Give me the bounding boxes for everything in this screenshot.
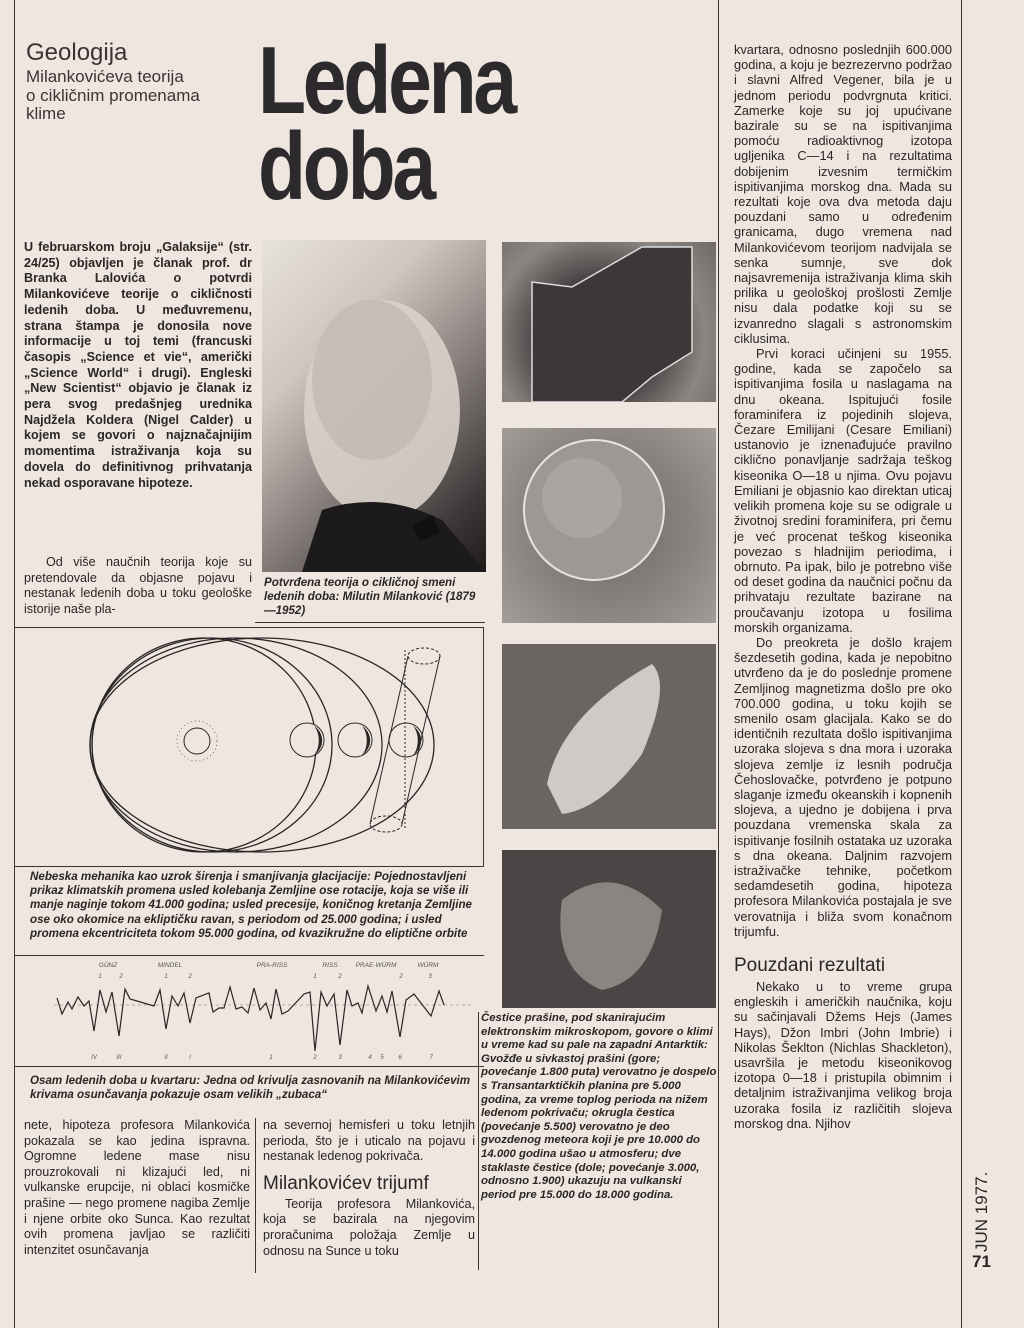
bottom-column-1-text: nete, hipoteza profesora Milankovića pokazala se kao jedina ispravna. Ogromne ledene mase nisu prouzrokovali ni klizajući led, ni vulkanske erupcije, ni oblaci kosmičke prašine — nego promene nagiba Zemlje i njene orbite oko Sunca. Kao rezultat ovih promena javljao se različiti intenzitet osunčavanja (24, 1118, 250, 1257)
orbit-figure-caption: Nebeska mehanika kao uzrok širenja i smanjivanja glacijacije: Pojednostavljeni prikaz klimatskih promena usled kolebanja Zemljine ose rotacije, koja se više ili manje naginje tokom 41.000 godina; usled precesije, koničnog kretanja Zemljine ose oko okomice na ekliptičku ravan, s periodom od 25.000 godina; i usled promena ekcentriciteta tokom 95.000 godina, od kvazikružne do eliptične orbite (30, 870, 472, 940)
dust-photo-glass-1 (502, 644, 716, 829)
glaciation-curve (14, 956, 484, 1066)
top-number: 3 (428, 974, 432, 980)
page-edge-rule (961, 0, 962, 1328)
intro-paragraph: U februarskom broju „Galaksije“ (str. 24/25) objavljen je članak prof. dr Branka Lalovića o potvrdi Milankovićeve teorije o cikličnosti ledenih doba. U međuvremenu, strana štampa je donosila nove informacije u toj temi (francuski časopis „Science et vie“, američki „Science World“ i drugi). Engleski „New Scientist“ objavio je članak iz pera svog predašnjeg urednika Najdžela Koldera (Nigel Calder) u kojem se govori o najznačajnijim momentima istraživanja koja su dovela do definitivnog prihvatanja nekad osporavane hipoteze. (24, 240, 252, 490)
label-mindel: MINDEL (157, 962, 183, 969)
section-label: Geologija (26, 39, 128, 66)
bottom-number: 7 (429, 1055, 433, 1061)
label-gunz: GÜNZ (98, 962, 118, 969)
article-subtitle (26, 68, 200, 124)
orbit-ellipse-2 (90, 638, 382, 852)
portrait-photo-milankovic (262, 240, 486, 572)
bottom-number: I (189, 1055, 191, 1061)
label-pra-riss: PRA-RISS (256, 962, 288, 969)
dust-caption-rule (478, 1012, 479, 1270)
article-title (258, 27, 514, 220)
subtitle-line: Milankovićeva teorija (26, 67, 184, 86)
column-rule-right (718, 0, 719, 1328)
bottom-number: III (116, 1055, 122, 1061)
subtitle-line: o cikličnim promenama (26, 85, 200, 105)
right-paragraph-2: Prvi koraci učinjeni su 1955. godine, kada se započelo sa ispitivanjima fosila u naslagama na dnu okeana. Ispitujući fosile foraminifera iz pojedinih slojeva, Čezare Emilijani (Cesare Emiliani) ustanovio je iznenađujuće pravilno ciklično ponavljanje sadržaja teškog kiseonika O—18 u njima. Ovu pojavu Emiliani je objasnio kao direktan uticaj velikih promena koje su se odigrale u životnoj sredini foraminifera, pri čemu je već procenat teškog kiseonika povezao s hladnijim periodima, i obrnuto. Pa ipak, bilo je potrebno više od deset godina da naučnici počnu da prihvataju rezultate bazirane na proučavanju izotopa u fosilima morskih organizama. (734, 346, 952, 635)
right-paragraph-4: Nekako u to vreme grupa engleskih i američkih naučnika, koju su sačinjavali Džems Hejs (James Hays), Džon Imbri (John Imbrie) i Nikolas Šeklton (Nichlas Shackleton), usavršila je metodu kiseonikovog izotopa 0—18 i pristupila obimnim i detaljnim istraživanjima velikog broja uzoraka fosila iz različitih slojeva morskog dna. Njihov (734, 978, 952, 1131)
heading-milankovicev-trijumf: Milankovićev trijumf (263, 1172, 429, 1194)
orbit-figure-frame (14, 627, 484, 867)
earth-icon-1 (290, 723, 324, 757)
portrait-caption-rule (255, 622, 485, 623)
bottom-column-2-text2: Teorija profesora Milankovića, koja se bazirala na njegovim proračunima položaja Zemlje u odnosu na Sunce u toku (263, 1196, 475, 1258)
column1-top-text: Od više naučnih teorija koje su pretendovale da objasne pojavu i nestanak ledenih doba u toku geološke istorije naše pla- (24, 555, 252, 616)
dust-particles-caption: Čestice prašine, pod skanirajućim elektronskim mikroskopom, govore o klimi u vreme kad su pale na zapadni Antarktik: Gvožđe u sivkastoj prašini (gore; povećanje 1.800 puta) verovatno je dospelo s Transantarktičkih planina pre 5.000 godina, za vreme toplog perioda na nižem ledenom pokrivaču; okrugla čestica (povećanje 5.500) verovatno je deo gvozdenog meteora koji je pre 10.000 do 14.000 godina ušao u atmosferu; dve staklaste čestice (dole; povećanje 3.000, odnosno 1.900) ukazuju na vulkanski period pre 15.000 do 18.000 godina. (481, 1012, 717, 1201)
dust-photo-sphere (502, 428, 716, 623)
right-paragraph-1: kvartara, odnosno poslednjih 600.000 godina, a koju je bezrezervno podržao i slavni Alfred Vegener, bila je u jednom periodu podvrgnuta kritici. Zamerke koje su joj upućivane bazirale su se na ispitivanjima pomoću radioaktivnog izotopa ugljenika C—14 i na rezultatima dobijenim izvesnim termičkim ispitivanjima morskog dna. Mada su rezultati koje ova dva metoda daju pouzdani samo u određenim granicama, dugo vremena nad Milankovićevom teorijom nadvijala se senka sumnje, sve dok najsavremenija istraživanja klima skih prilika u geološkoj prošlosti Zemlje nisu dala podatke koji su se izvanredno slagali s astronomskim ciklusima. (734, 42, 952, 346)
title-line-2: doba (258, 113, 433, 220)
dust-photo-iron (502, 242, 716, 402)
top-number: 2 (119, 974, 123, 980)
title-line-1: Ledena (258, 27, 514, 134)
top-number: 1 (164, 974, 168, 980)
dust-photo-glass-2 (502, 850, 716, 1008)
portrait-caption: Potvrđena teorija o cikličnoj smeni ledenih doba: Milutin Milanković (1879—1952) (264, 576, 476, 618)
label-wurm: WÜRM (417, 962, 439, 969)
top-number: 1 (313, 974, 317, 980)
bottom-number: 2 (313, 1055, 317, 1061)
bottom-number: II (164, 1055, 168, 1061)
top-number: 2 (338, 974, 342, 980)
right-paragraph-3: Do preokreta je došlo krajem šezdesetih godina, kada je nepobitno utvrđeno da je do poslednje promene Zemljinog magnetizma došlo pre oko 700.000 godina, u toku kojih se smenilo osam glacijala. Kako se do identičnih rezultata došlo ispitivanjima uzoraka slojeva s dna mora i uzoraka slojeva zemlje iz lesnih područja Čehoslovačke, potvrđeno je potpuno slaganje između okeanskih i kopnenih slojeva, a ujedno je dobijena i prva pouzdana vremenska skala za ispitivanje fosilnih ostataka uz uzoraka s dna okeana. Daljnim razvojem istraživačke tehnike, početkom sedamdesetih godina, hipoteza profesora Milankovića postajala je sve verovatnija i bliža svom konačnom trijumfu. (734, 634, 952, 939)
label-prae-wurm: PRAE-WÜRM (355, 962, 397, 969)
bottom-number: 6 (398, 1055, 402, 1061)
issue-date: JUN 1977. (972, 1171, 991, 1252)
bottom-column-rule (255, 1118, 256, 1273)
curve-top-labels (99, 961, 439, 969)
top-number: 2 (188, 974, 192, 980)
heading-pouzdani-rezultati: Pouzdani rezultati (734, 954, 886, 976)
bottom-number: 1 (269, 1055, 273, 1061)
glaciation-curve-figure (14, 955, 484, 1067)
portrait-silhouette (262, 240, 486, 572)
subtitle-line: klime (26, 104, 66, 123)
orbit-diagram (14, 628, 484, 868)
bottom-column-2-text: na severnoj hemisferi u toku letnjih perioda, što je i uticalo na pojavu i nestanak ledenog pokrivača. (263, 1118, 475, 1164)
label-riss: RISS (322, 962, 338, 969)
bottom-number: 5 (380, 1055, 384, 1061)
bottom-number: 4 (368, 1055, 372, 1061)
earth-icon-2 (338, 723, 372, 757)
sun-icon (177, 721, 217, 761)
glaciation-curve-caption: Osam ledenih doba u kvartaru: Jedna od krivulja zasnovanih na Milankovićevim krivama osunčavanja pokazuje osam velikih „zubaca“ (30, 1074, 471, 1102)
insolation-curve (57, 986, 444, 1051)
bottom-column-2 (263, 1118, 475, 1259)
right-column (734, 42, 952, 1131)
bottom-number: IV (91, 1055, 97, 1061)
bottom-number: 3 (338, 1055, 342, 1061)
top-number: 2 (399, 974, 403, 980)
page-number: 71 (972, 1252, 991, 1271)
top-number: 1 (98, 974, 102, 980)
